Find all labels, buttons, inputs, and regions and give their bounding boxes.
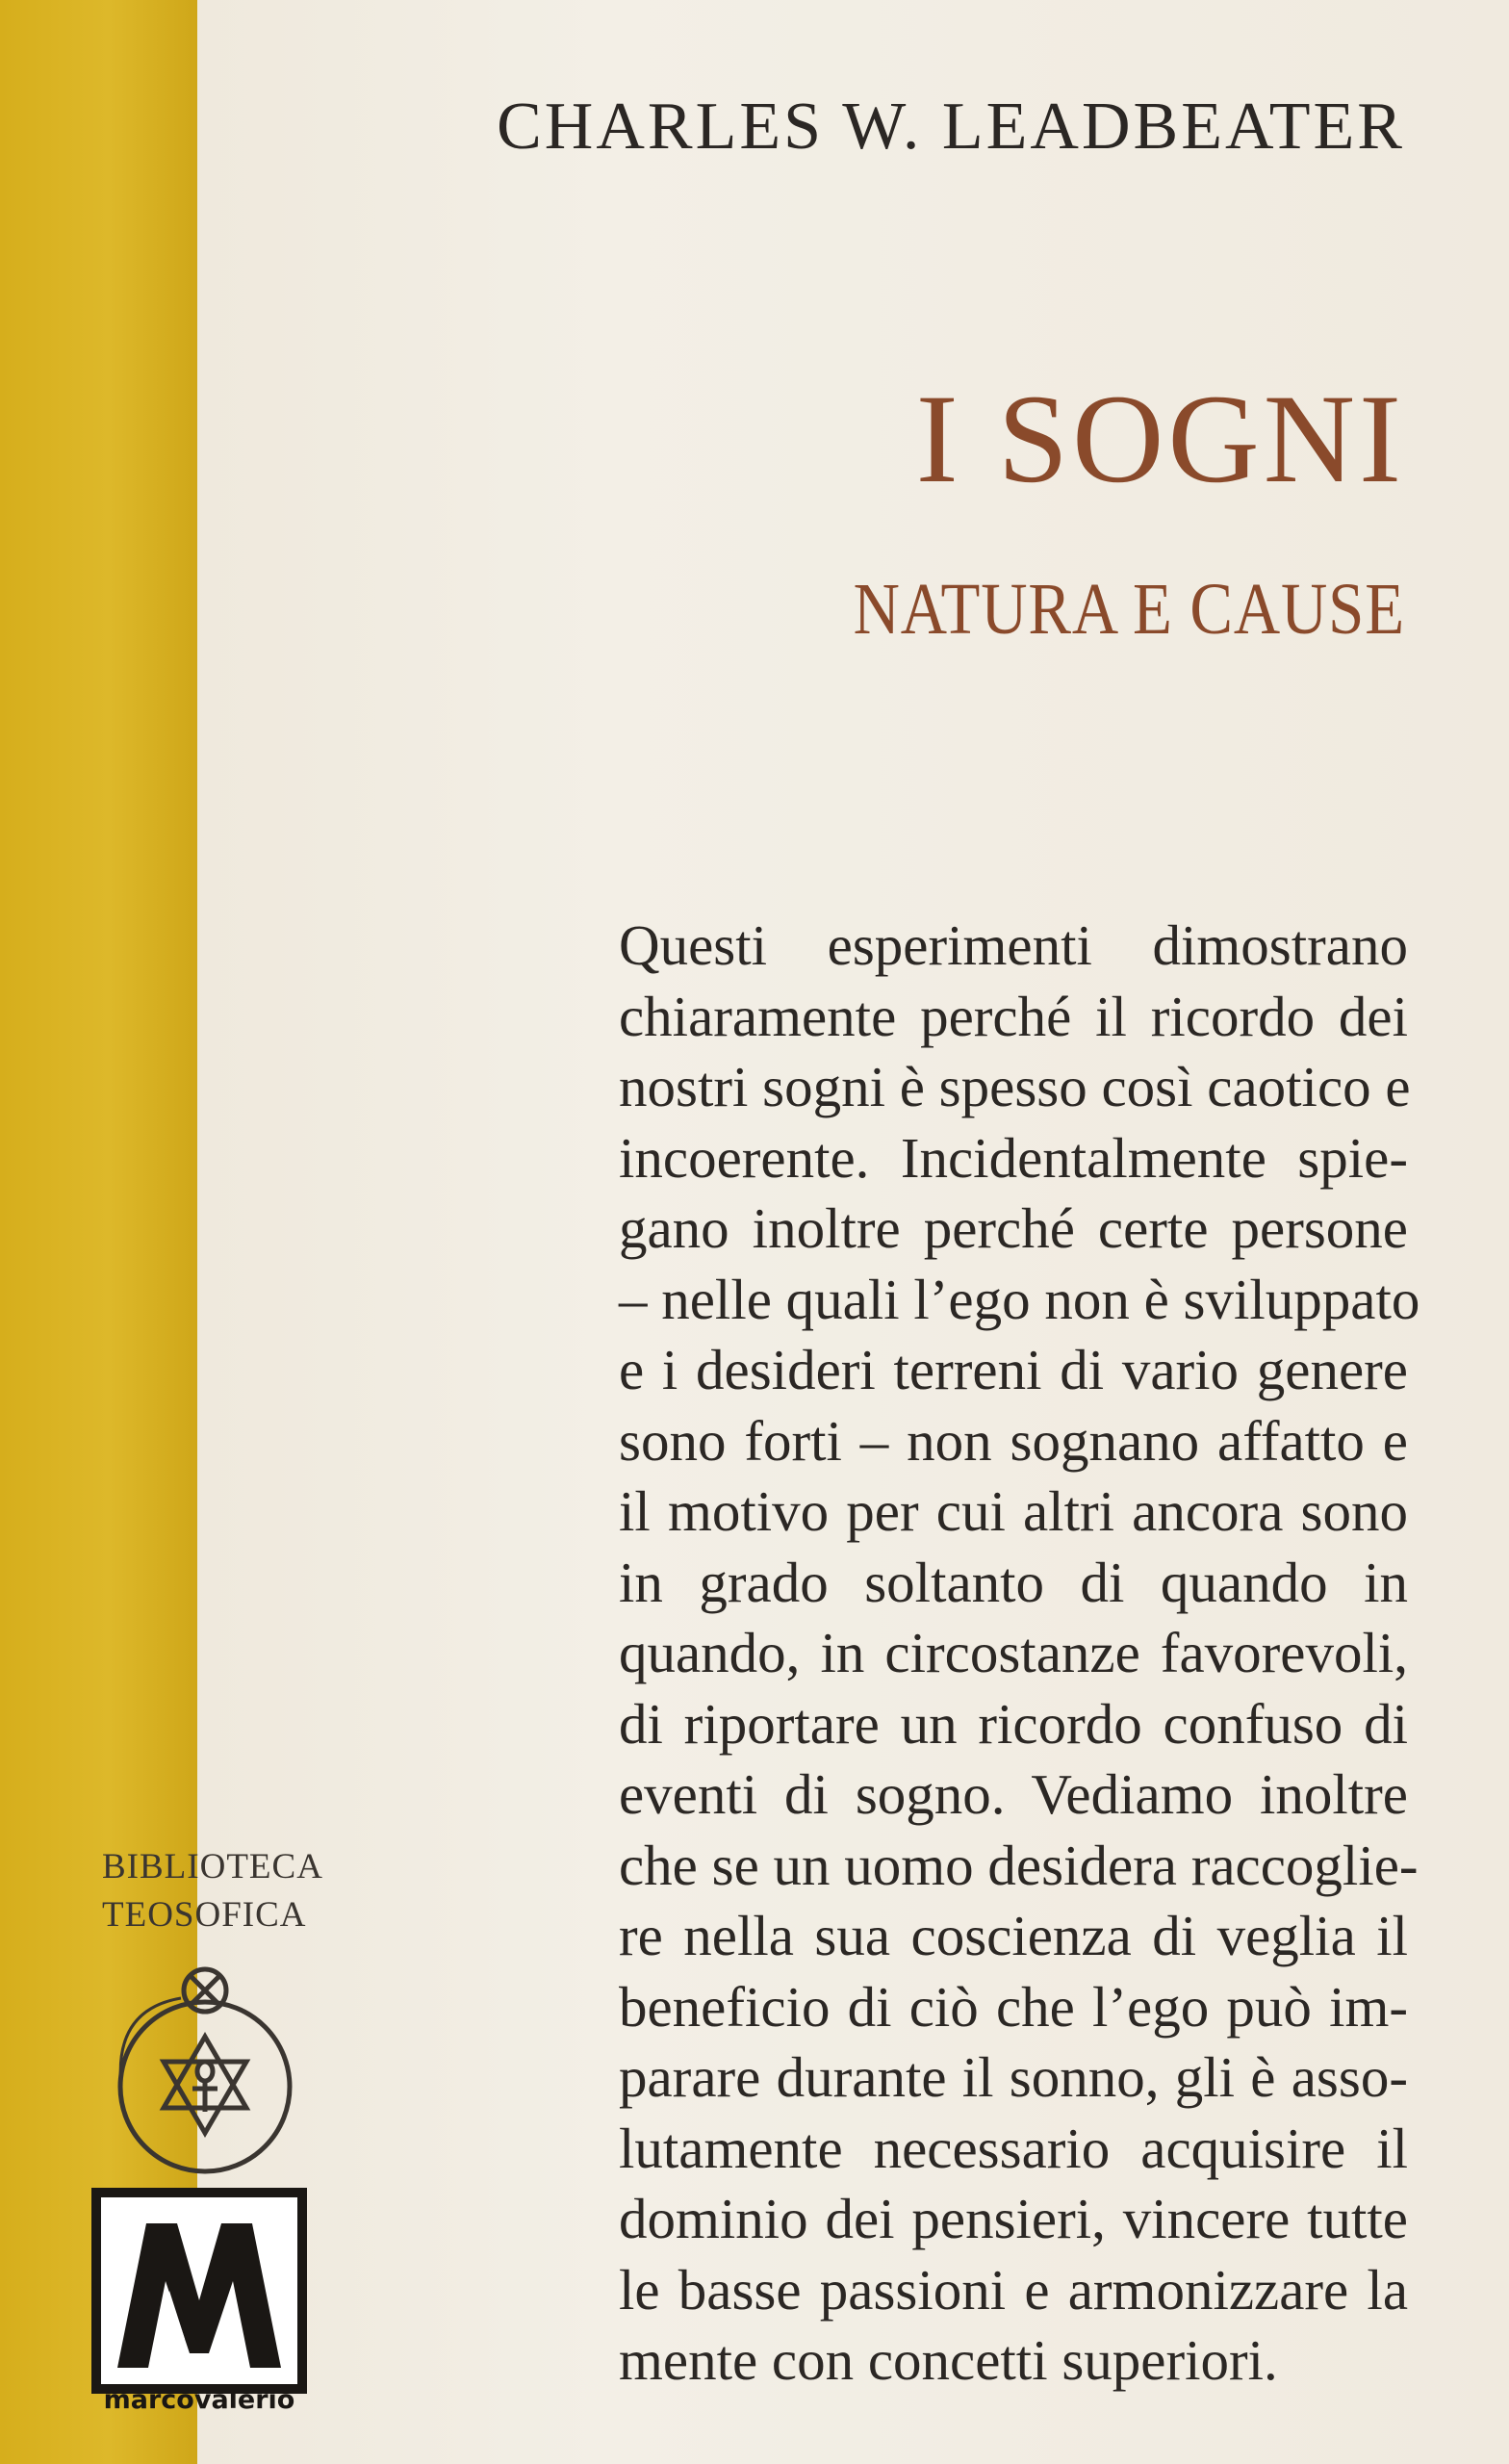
blurb-line: mente con concetti superiori. bbox=[619, 2328, 1278, 2392]
blurb-line: – nelle quali l’ego non è sviluppato bbox=[619, 1267, 1420, 1331]
blurb-line: parare durante il sonno, gli è asso- bbox=[619, 2045, 1408, 2109]
blurb-line: lutamente necessario acquisire il bbox=[619, 2116, 1408, 2180]
blurb-line: gano inoltre perché certe persone bbox=[619, 1196, 1408, 1260]
blurb-line: re nella sua coscienza di veglia il bbox=[619, 1904, 1408, 1967]
blurb-line: Questi esperimenti dimostrano bbox=[619, 913, 1408, 977]
back-cover-blurb bbox=[619, 911, 1420, 2397]
publisher-m-logo-icon bbox=[89, 2185, 310, 2397]
series-name bbox=[102, 1843, 323, 1939]
blurb-line: di riportare un ricordo confuso di bbox=[619, 1691, 1408, 1756]
blurb-line: sono forti – non sognano affatto e bbox=[619, 1408, 1408, 1473]
blurb-line: nostri sogni è spesso così caotico e bbox=[619, 1055, 1411, 1118]
blurb-line: eventi di sogno. Vediamo inoltre bbox=[619, 1762, 1408, 1826]
blurb-line: che se un uomo desidera raccoglie- bbox=[619, 1833, 1419, 1897]
blurb-line: chiaramente perché il ricordo dei bbox=[619, 984, 1408, 1048]
blurb-line: dominio dei pensieri, vincere tutte bbox=[619, 2187, 1408, 2250]
blurb-line: in grado soltanto di quando in bbox=[619, 1550, 1408, 1614]
book-title: I SOGNI bbox=[915, 368, 1405, 509]
blurb-line: beneficio di ciò che l’ego può im- bbox=[619, 1974, 1408, 2039]
book-subtitle: NATURA E CAUSE bbox=[853, 569, 1405, 650]
theosophical-seal-icon bbox=[104, 1952, 306, 2183]
blurb-line: il motivo per cui altri ancora sono bbox=[619, 1479, 1408, 1543]
series-line: BIBLIOTECA bbox=[102, 1847, 323, 1886]
author-name: CHARLES W. LEADBEATER bbox=[497, 90, 1405, 164]
blurb-line: incoerente. Incidentalmente spie- bbox=[619, 1125, 1408, 1190]
series-line: TEOSOFICA bbox=[102, 1895, 307, 1935]
blurb-line: quando, in circostanze favorevoli, bbox=[619, 1621, 1408, 1684]
blurb-line: e i desideri terreni di vario genere bbox=[619, 1338, 1408, 1401]
blurb-line: le basse passioni e armonizzare la bbox=[619, 2257, 1408, 2322]
publisher-name: marcovalerio bbox=[103, 2385, 295, 2415]
